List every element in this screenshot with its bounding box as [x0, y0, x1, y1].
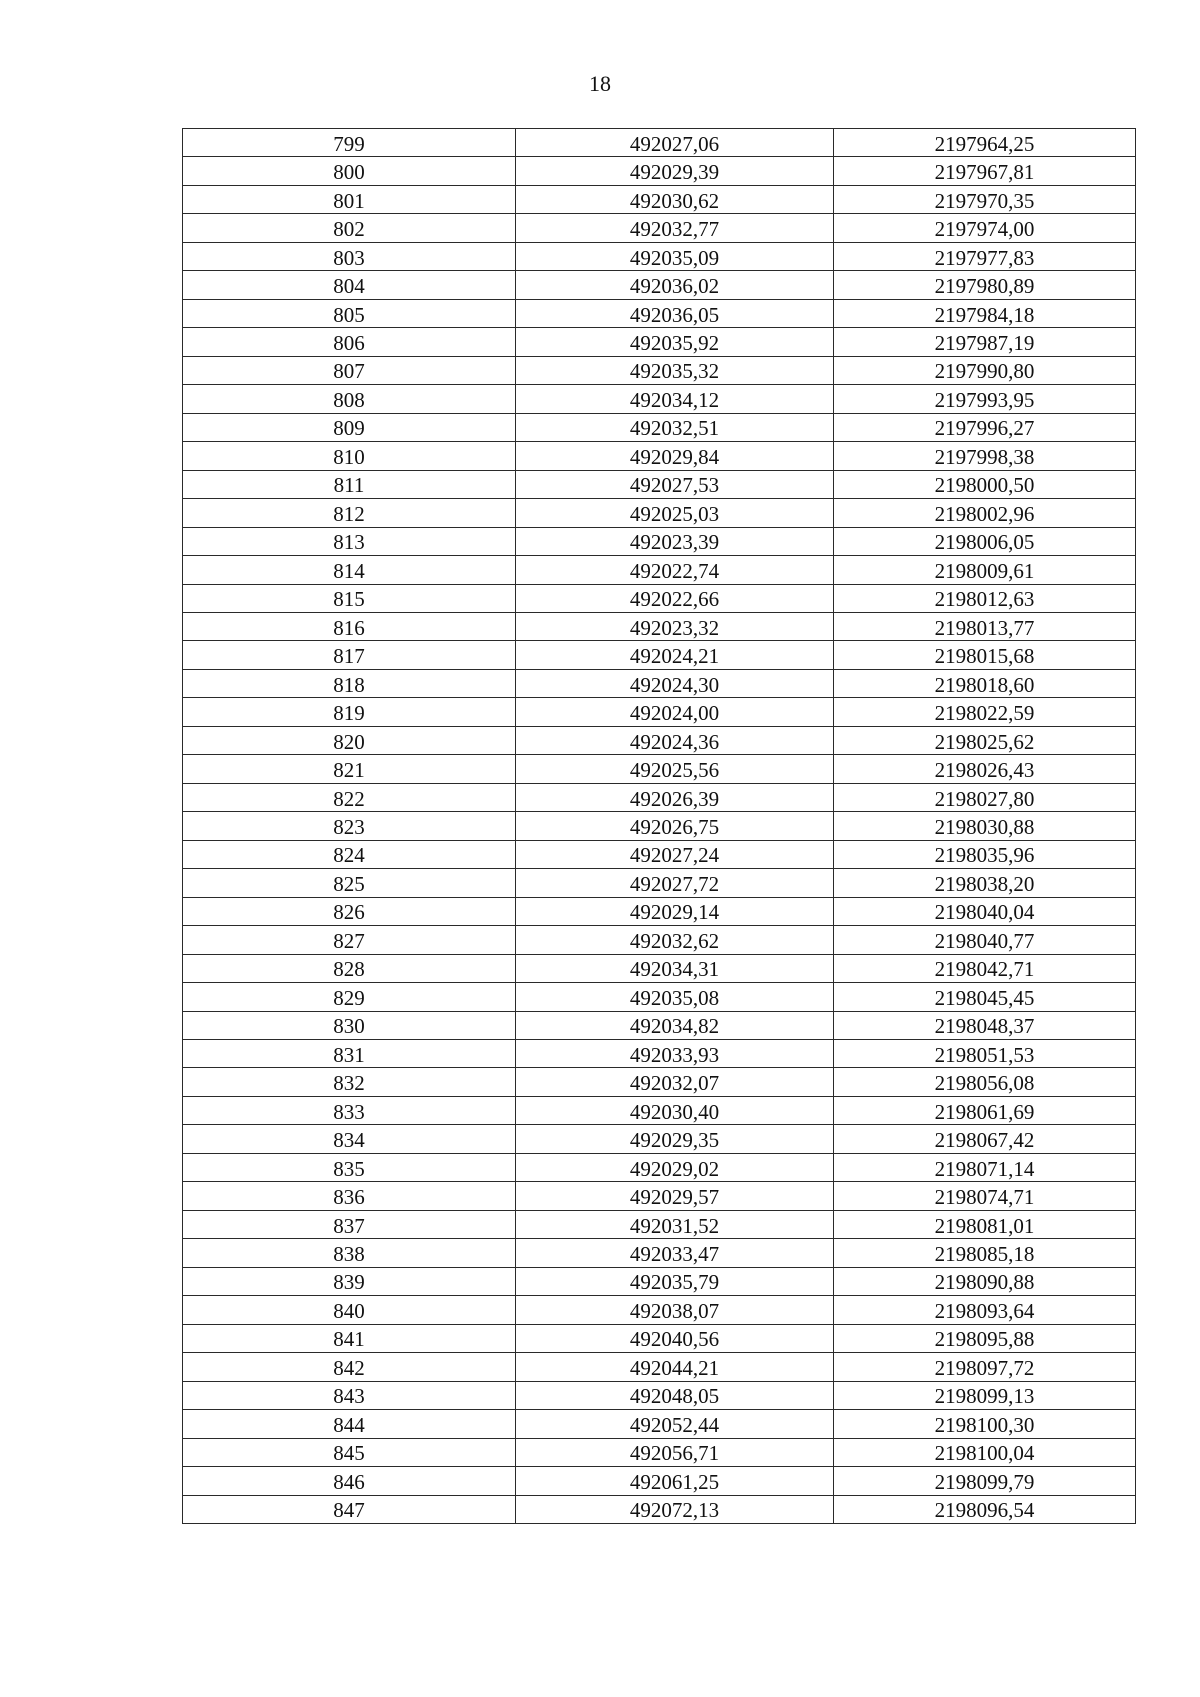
x-coordinate-cell: 492029,84 [516, 442, 834, 470]
x-coordinate-cell: 492030,40 [516, 1096, 834, 1124]
table-row [183, 812, 1136, 840]
y-coordinate-cell: 2198026,43 [834, 755, 1136, 783]
y-coordinate-cell: 2198045,45 [834, 983, 1136, 1011]
point-number-cell: 821 [183, 755, 516, 783]
point-number-cell: 842 [183, 1353, 516, 1381]
point-number-cell: 840 [183, 1296, 516, 1324]
point-number-cell: 816 [183, 612, 516, 640]
point-number-cell: 843 [183, 1381, 516, 1409]
table-row [183, 527, 1136, 555]
x-coordinate-cell: 492025,56 [516, 755, 834, 783]
table-row [183, 1096, 1136, 1124]
x-coordinate-cell: 492024,21 [516, 641, 834, 669]
y-coordinate-cell: 2198027,80 [834, 783, 1136, 811]
x-coordinate-cell: 492044,21 [516, 1353, 834, 1381]
table-row [183, 1381, 1136, 1409]
table-row [183, 1495, 1136, 1523]
y-coordinate-cell: 2198002,96 [834, 499, 1136, 527]
point-number-cell: 825 [183, 869, 516, 897]
table-row [183, 1125, 1136, 1153]
y-coordinate-cell: 2198099,13 [834, 1381, 1136, 1409]
x-coordinate-cell: 492029,14 [516, 897, 834, 925]
x-coordinate-cell: 492036,05 [516, 299, 834, 327]
point-number-cell: 810 [183, 442, 516, 470]
point-number-cell: 834 [183, 1125, 516, 1153]
table-row [183, 356, 1136, 384]
y-coordinate-cell: 2198030,88 [834, 812, 1136, 840]
y-coordinate-cell: 2198035,96 [834, 840, 1136, 868]
y-coordinate-cell: 2198006,05 [834, 527, 1136, 555]
y-coordinate-cell: 2197964,25 [834, 129, 1136, 157]
y-coordinate-cell: 2198040,77 [834, 926, 1136, 954]
point-number-cell: 807 [183, 356, 516, 384]
y-coordinate-cell: 2198000,50 [834, 470, 1136, 498]
table-row [183, 1410, 1136, 1438]
coordinates-table [182, 128, 1136, 1524]
point-number-cell: 833 [183, 1096, 516, 1124]
y-coordinate-cell: 2198061,69 [834, 1096, 1136, 1124]
x-coordinate-cell: 492035,92 [516, 328, 834, 356]
table-row [183, 897, 1136, 925]
table-row [183, 612, 1136, 640]
y-coordinate-cell: 2198067,42 [834, 1125, 1136, 1153]
point-number-cell: 838 [183, 1239, 516, 1267]
table-row [183, 1324, 1136, 1352]
x-coordinate-cell: 492035,32 [516, 356, 834, 384]
point-number-cell: 802 [183, 214, 516, 242]
x-coordinate-cell: 492030,62 [516, 185, 834, 213]
point-number-cell: 829 [183, 983, 516, 1011]
y-coordinate-cell: 2198096,54 [834, 1495, 1136, 1523]
table-row [183, 1353, 1136, 1381]
table-row [183, 129, 1136, 157]
x-coordinate-cell: 492048,05 [516, 1381, 834, 1409]
table-row [183, 1182, 1136, 1210]
y-coordinate-cell: 2198009,61 [834, 556, 1136, 584]
point-number-cell: 817 [183, 641, 516, 669]
point-number-cell: 800 [183, 157, 516, 185]
table-row [183, 698, 1136, 726]
x-coordinate-cell: 492040,56 [516, 1324, 834, 1352]
y-coordinate-cell: 2198040,04 [834, 897, 1136, 925]
x-coordinate-cell: 492022,66 [516, 584, 834, 612]
table-row [183, 1296, 1136, 1324]
table-row [183, 1210, 1136, 1238]
table-row [183, 783, 1136, 811]
table-row [183, 1438, 1136, 1466]
x-coordinate-cell: 492056,71 [516, 1438, 834, 1466]
table-row [183, 726, 1136, 754]
x-coordinate-cell: 492025,03 [516, 499, 834, 527]
coordinates-table-body [183, 129, 1136, 1524]
point-number-cell: 803 [183, 242, 516, 270]
table-row [183, 328, 1136, 356]
table-row [183, 1040, 1136, 1068]
x-coordinate-cell: 492038,07 [516, 1296, 834, 1324]
page-number: 18 [589, 71, 611, 96]
table-row [183, 242, 1136, 270]
table-row [183, 669, 1136, 697]
table-row [183, 271, 1136, 299]
y-coordinate-cell: 2198022,59 [834, 698, 1136, 726]
x-coordinate-cell: 492034,82 [516, 1011, 834, 1039]
y-coordinate-cell: 2198085,18 [834, 1239, 1136, 1267]
x-coordinate-cell: 492035,79 [516, 1267, 834, 1295]
x-coordinate-cell: 492022,74 [516, 556, 834, 584]
table-row [183, 470, 1136, 498]
x-coordinate-cell: 492034,12 [516, 385, 834, 413]
x-coordinate-cell: 492023,39 [516, 527, 834, 555]
point-number-cell: 835 [183, 1153, 516, 1181]
y-coordinate-cell: 2198100,30 [834, 1410, 1136, 1438]
y-coordinate-cell: 2197990,80 [834, 356, 1136, 384]
y-coordinate-cell: 2197967,81 [834, 157, 1136, 185]
x-coordinate-cell: 492032,51 [516, 413, 834, 441]
x-coordinate-cell: 492052,44 [516, 1410, 834, 1438]
y-coordinate-cell: 2197977,83 [834, 242, 1136, 270]
table-row [183, 185, 1136, 213]
y-coordinate-cell: 2198038,20 [834, 869, 1136, 897]
x-coordinate-cell: 492072,13 [516, 1495, 834, 1523]
point-number-cell: 818 [183, 669, 516, 697]
table-row [183, 157, 1136, 185]
y-coordinate-cell: 2198048,37 [834, 1011, 1136, 1039]
y-coordinate-cell: 2198100,04 [834, 1438, 1136, 1466]
x-coordinate-cell: 492029,57 [516, 1182, 834, 1210]
y-coordinate-cell: 2198071,14 [834, 1153, 1136, 1181]
y-coordinate-cell: 2197984,18 [834, 299, 1136, 327]
table-row [183, 1239, 1136, 1267]
x-coordinate-cell: 492032,07 [516, 1068, 834, 1096]
y-coordinate-cell: 2197970,35 [834, 185, 1136, 213]
x-coordinate-cell: 492026,75 [516, 812, 834, 840]
x-coordinate-cell: 492026,39 [516, 783, 834, 811]
y-coordinate-cell: 2198025,62 [834, 726, 1136, 754]
table-row [183, 1153, 1136, 1181]
point-number-cell: 799 [183, 129, 516, 157]
table-row [183, 983, 1136, 1011]
point-number-cell: 826 [183, 897, 516, 925]
point-number-cell: 808 [183, 385, 516, 413]
y-coordinate-cell: 2197987,19 [834, 328, 1136, 356]
table-row [183, 1267, 1136, 1295]
y-coordinate-cell: 2198099,79 [834, 1467, 1136, 1495]
x-coordinate-cell: 492035,09 [516, 242, 834, 270]
y-coordinate-cell: 2197998,38 [834, 442, 1136, 470]
x-coordinate-cell: 492027,72 [516, 869, 834, 897]
point-number-cell: 820 [183, 726, 516, 754]
x-coordinate-cell: 492033,47 [516, 1239, 834, 1267]
x-coordinate-cell: 492036,02 [516, 271, 834, 299]
table-row [183, 1467, 1136, 1495]
point-number-cell: 839 [183, 1267, 516, 1295]
point-number-cell: 819 [183, 698, 516, 726]
x-coordinate-cell: 492032,77 [516, 214, 834, 242]
point-number-cell: 809 [183, 413, 516, 441]
y-coordinate-cell: 2198056,08 [834, 1068, 1136, 1096]
x-coordinate-cell: 492061,25 [516, 1467, 834, 1495]
table-row [183, 214, 1136, 242]
y-coordinate-cell: 2197980,89 [834, 271, 1136, 299]
table-row [183, 499, 1136, 527]
y-coordinate-cell: 2197974,00 [834, 214, 1136, 242]
table-row [183, 840, 1136, 868]
point-number-cell: 841 [183, 1324, 516, 1352]
y-coordinate-cell: 2197993,95 [834, 385, 1136, 413]
point-number-cell: 814 [183, 556, 516, 584]
x-coordinate-cell: 492033,93 [516, 1040, 834, 1068]
point-number-cell: 812 [183, 499, 516, 527]
point-number-cell: 844 [183, 1410, 516, 1438]
table-row [183, 385, 1136, 413]
x-coordinate-cell: 492024,30 [516, 669, 834, 697]
y-coordinate-cell: 2198097,72 [834, 1353, 1136, 1381]
y-coordinate-cell: 2198051,53 [834, 1040, 1136, 1068]
x-coordinate-cell: 492024,00 [516, 698, 834, 726]
x-coordinate-cell: 492029,02 [516, 1153, 834, 1181]
point-number-cell: 801 [183, 185, 516, 213]
table-row [183, 556, 1136, 584]
table-row [183, 755, 1136, 783]
point-number-cell: 824 [183, 840, 516, 868]
table-row [183, 1011, 1136, 1039]
y-coordinate-cell: 2197996,27 [834, 413, 1136, 441]
point-number-cell: 805 [183, 299, 516, 327]
point-number-cell: 832 [183, 1068, 516, 1096]
table-row [183, 926, 1136, 954]
point-number-cell: 828 [183, 954, 516, 982]
x-coordinate-cell: 492027,53 [516, 470, 834, 498]
point-number-cell: 823 [183, 812, 516, 840]
table-row [183, 869, 1136, 897]
y-coordinate-cell: 2198093,64 [834, 1296, 1136, 1324]
point-number-cell: 822 [183, 783, 516, 811]
x-coordinate-cell: 492031,52 [516, 1210, 834, 1238]
x-coordinate-cell: 492035,08 [516, 983, 834, 1011]
point-number-cell: 811 [183, 470, 516, 498]
x-coordinate-cell: 492034,31 [516, 954, 834, 982]
table-row [183, 299, 1136, 327]
y-coordinate-cell: 2198018,60 [834, 669, 1136, 697]
y-coordinate-cell: 2198042,71 [834, 954, 1136, 982]
point-number-cell: 845 [183, 1438, 516, 1466]
point-number-cell: 847 [183, 1495, 516, 1523]
y-coordinate-cell: 2198074,71 [834, 1182, 1136, 1210]
point-number-cell: 806 [183, 328, 516, 356]
y-coordinate-cell: 2198095,88 [834, 1324, 1136, 1352]
y-coordinate-cell: 2198012,63 [834, 584, 1136, 612]
point-number-cell: 830 [183, 1011, 516, 1039]
point-number-cell: 815 [183, 584, 516, 612]
point-number-cell: 846 [183, 1467, 516, 1495]
point-number-cell: 836 [183, 1182, 516, 1210]
point-number-cell: 831 [183, 1040, 516, 1068]
y-coordinate-cell: 2198090,88 [834, 1267, 1136, 1295]
table-row [183, 1068, 1136, 1096]
x-coordinate-cell: 492024,36 [516, 726, 834, 754]
table-row [183, 641, 1136, 669]
y-coordinate-cell: 2198081,01 [834, 1210, 1136, 1238]
x-coordinate-cell: 492023,32 [516, 612, 834, 640]
x-coordinate-cell: 492029,39 [516, 157, 834, 185]
point-number-cell: 827 [183, 926, 516, 954]
point-number-cell: 804 [183, 271, 516, 299]
table-row [183, 584, 1136, 612]
table-row [183, 954, 1136, 982]
table-row [183, 413, 1136, 441]
x-coordinate-cell: 492027,06 [516, 129, 834, 157]
point-number-cell: 813 [183, 527, 516, 555]
x-coordinate-cell: 492029,35 [516, 1125, 834, 1153]
point-number-cell: 837 [183, 1210, 516, 1238]
y-coordinate-cell: 2198015,68 [834, 641, 1136, 669]
x-coordinate-cell: 492032,62 [516, 926, 834, 954]
y-coordinate-cell: 2198013,77 [834, 612, 1136, 640]
x-coordinate-cell: 492027,24 [516, 840, 834, 868]
table-row [183, 442, 1136, 470]
